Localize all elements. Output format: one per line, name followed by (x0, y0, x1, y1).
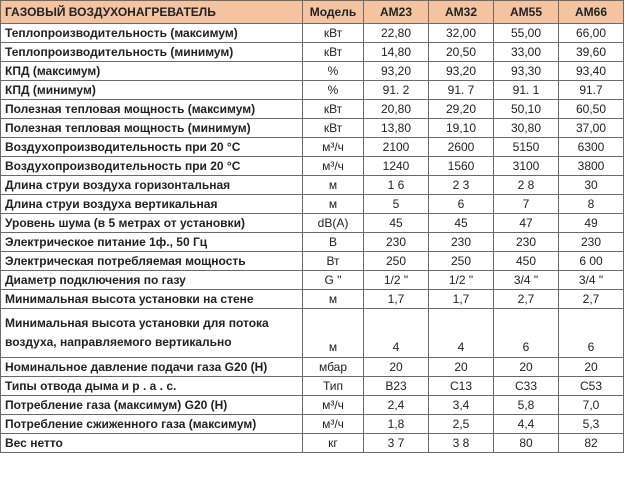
value-cell: 30,80 (494, 119, 559, 138)
value-cell: 8 (559, 195, 624, 214)
unit-cell: dB(A) (303, 214, 364, 233)
value-cell: C53 (559, 377, 624, 396)
value-cell: 45 (364, 214, 429, 233)
table-body (1, 24, 624, 453)
param-name: Типы отвода дыма и р . а . с. (1, 377, 303, 396)
value-cell: 250 (429, 252, 494, 271)
unit-cell: G " (303, 271, 364, 290)
value-cell: 29,20 (429, 100, 494, 119)
value-cell: 5 (364, 195, 429, 214)
value-cell: 230 (559, 233, 624, 252)
value-cell: 2,7 (494, 290, 559, 309)
value-cell: 4 (429, 309, 494, 358)
table-row (1, 396, 624, 415)
value-cell: 55,00 (494, 24, 559, 43)
param-name: Теплопроизводительность (максимум) (1, 24, 303, 43)
unit-cell: м³/ч (303, 157, 364, 176)
unit-cell: кВт (303, 24, 364, 43)
value-cell: 91. 1 (494, 81, 559, 100)
value-cell: 14,80 (364, 43, 429, 62)
table-row (1, 271, 624, 290)
value-cell: 7,0 (559, 396, 624, 415)
table-row (1, 290, 624, 309)
table-row (1, 252, 624, 271)
unit-cell: кВт (303, 43, 364, 62)
param-name: КПД (минимум) (1, 81, 303, 100)
value-cell: C33 (494, 377, 559, 396)
value-cell: 6 00 (559, 252, 624, 271)
value-cell: 6 (429, 195, 494, 214)
value-cell: 20,50 (429, 43, 494, 62)
value-cell: 2 3 (429, 176, 494, 195)
value-cell: 3/4 " (559, 271, 624, 290)
value-cell: 3800 (559, 157, 624, 176)
table-row (1, 309, 624, 358)
param-name: Потребление сжиженного газа (максимум) (1, 415, 303, 434)
param-name: Электрическое питание 1ф., 50 Гц (1, 233, 303, 252)
value-cell: 93,20 (364, 62, 429, 81)
unit-cell: В (303, 233, 364, 252)
unit-cell: мбар (303, 358, 364, 377)
value-cell: 93,30 (494, 62, 559, 81)
param-name: Воздухопроизводительность при 20 °С (1, 157, 303, 176)
value-cell: 20 (559, 358, 624, 377)
table-row (1, 358, 624, 377)
table-row (1, 415, 624, 434)
unit-cell: м (303, 290, 364, 309)
value-cell: 45 (429, 214, 494, 233)
table-row (1, 214, 624, 233)
value-cell: 60,50 (559, 100, 624, 119)
value-cell: 4,4 (494, 415, 559, 434)
param-name: Уровень шума (в 5 метрах от установки) (1, 214, 303, 233)
value-cell: 5,3 (559, 415, 624, 434)
value-cell: 1,7 (429, 290, 494, 309)
param-name: Потребление газа (максимум) G20 (Н) (1, 396, 303, 415)
value-cell: 93,20 (429, 62, 494, 81)
value-cell: 1560 (429, 157, 494, 176)
value-cell: 1 6 (364, 176, 429, 195)
unit-cell: % (303, 81, 364, 100)
value-cell: 3,4 (429, 396, 494, 415)
param-name: Полезная тепловая мощность (минимум) (1, 119, 303, 138)
table-row (1, 43, 624, 62)
value-cell: 2,5 (429, 415, 494, 434)
value-cell: 230 (494, 233, 559, 252)
value-cell: 91.7 (559, 81, 624, 100)
header-am32: АМ32 (429, 1, 494, 24)
table-row (1, 434, 624, 453)
value-cell: 66,00 (559, 24, 624, 43)
value-cell: 250 (364, 252, 429, 271)
value-cell: 3/4 " (494, 271, 559, 290)
value-cell: 20 (494, 358, 559, 377)
param-name: Минимальная высота установки на стене (1, 290, 303, 309)
value-cell: 49 (559, 214, 624, 233)
value-cell: 32,00 (429, 24, 494, 43)
header-model: Модель (303, 1, 364, 24)
value-cell: 6 (494, 309, 559, 358)
value-cell: 1/2 " (364, 271, 429, 290)
unit-cell: % (303, 62, 364, 81)
value-cell: 91. 2 (364, 81, 429, 100)
unit-cell: м (303, 309, 364, 358)
unit-cell: кВт (303, 100, 364, 119)
value-cell: 20 (429, 358, 494, 377)
unit-cell: м³/ч (303, 396, 364, 415)
value-cell: 1240 (364, 157, 429, 176)
table-row (1, 157, 624, 176)
value-cell: 50,10 (494, 100, 559, 119)
param-name: Теплопроизводительность (минимум) (1, 43, 303, 62)
unit-cell: м³/ч (303, 138, 364, 157)
value-cell: 20 (364, 358, 429, 377)
param-name: Длина струи воздуха горизонтальная (1, 176, 303, 195)
unit-cell: Тип (303, 377, 364, 396)
param-name: Вес нетто (1, 434, 303, 453)
value-cell: 1/2 " (429, 271, 494, 290)
value-cell: 91. 7 (429, 81, 494, 100)
value-cell: 3100 (494, 157, 559, 176)
value-cell: 37,00 (559, 119, 624, 138)
table-row (1, 195, 624, 214)
header-am66: АМ66 (559, 1, 624, 24)
param-name: Длина струи воздуха вертикальная (1, 195, 303, 214)
header-title: ГАЗОВЫЙ ВОЗДУХОНАГРЕВАТЕЛЬ (1, 1, 303, 24)
value-cell: 30 (559, 176, 624, 195)
value-cell: 230 (429, 233, 494, 252)
table-row (1, 176, 624, 195)
value-cell: 2600 (429, 138, 494, 157)
value-cell: 4 (364, 309, 429, 358)
value-cell: 2,4 (364, 396, 429, 415)
value-cell: C13 (429, 377, 494, 396)
value-cell: 39,60 (559, 43, 624, 62)
value-cell: 230 (364, 233, 429, 252)
param-name: Электрическая потребляемая мощность (1, 252, 303, 271)
value-cell: 93,40 (559, 62, 624, 81)
param-name: Воздухопроизводительность при 20 °С (1, 138, 303, 157)
table-row (1, 24, 624, 43)
value-cell: B23 (364, 377, 429, 396)
value-cell: 80 (494, 434, 559, 453)
unit-cell: м³/ч (303, 415, 364, 434)
value-cell: 19,10 (429, 119, 494, 138)
param-name: Номинальное давление подачи газа G20 (Н) (1, 358, 303, 377)
param-name: КПД (максимум) (1, 62, 303, 81)
value-cell: 82 (559, 434, 624, 453)
table-row (1, 377, 624, 396)
param-name: Диаметр подключения по газу (1, 271, 303, 290)
header-row (1, 1, 624, 24)
value-cell: 22,80 (364, 24, 429, 43)
unit-cell: кВт (303, 119, 364, 138)
table-row (1, 138, 624, 157)
table-row (1, 233, 624, 252)
value-cell: 3 7 (364, 434, 429, 453)
table-row (1, 62, 624, 81)
unit-cell: м (303, 176, 364, 195)
unit-cell: м (303, 195, 364, 214)
param-name: Минимальная высота установки для потока воздуха, направляемого вертикально (1, 309, 303, 358)
table-row (1, 100, 624, 119)
value-cell: 20,80 (364, 100, 429, 119)
value-cell: 1,7 (364, 290, 429, 309)
value-cell: 2100 (364, 138, 429, 157)
table-row (1, 81, 624, 100)
value-cell: 6 (559, 309, 624, 358)
table-row (1, 119, 624, 138)
value-cell: 7 (494, 195, 559, 214)
value-cell: 450 (494, 252, 559, 271)
value-cell: 6300 (559, 138, 624, 157)
value-cell: 2 8 (494, 176, 559, 195)
value-cell: 5150 (494, 138, 559, 157)
value-cell: 13,80 (364, 119, 429, 138)
value-cell: 5,8 (494, 396, 559, 415)
header-am23: АМ23 (364, 1, 429, 24)
param-name: Полезная тепловая мощность (максимум) (1, 100, 303, 119)
value-cell: 33,00 (494, 43, 559, 62)
value-cell: 3 8 (429, 434, 494, 453)
unit-cell: Вт (303, 252, 364, 271)
value-cell: 2,7 (559, 290, 624, 309)
unit-cell: кг (303, 434, 364, 453)
header-am55: АМ55 (494, 1, 559, 24)
value-cell: 1,8 (364, 415, 429, 434)
value-cell: 47 (494, 214, 559, 233)
